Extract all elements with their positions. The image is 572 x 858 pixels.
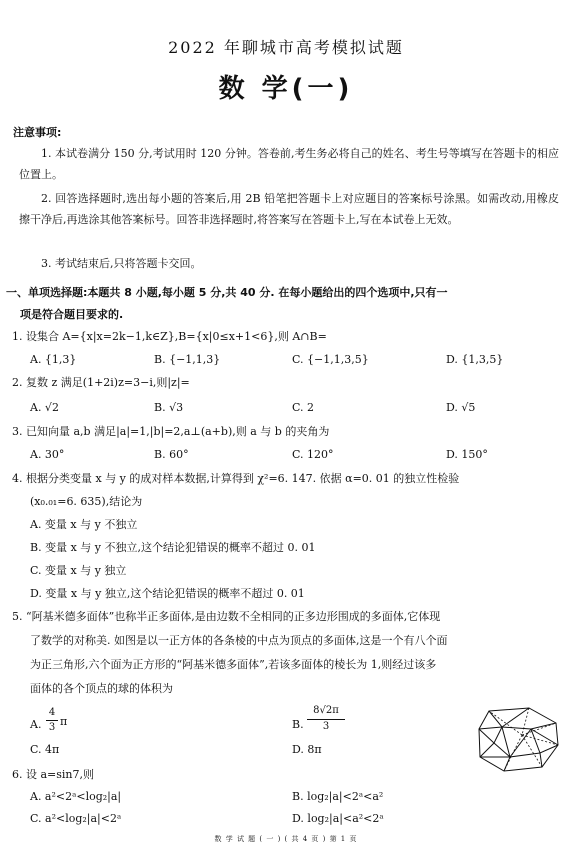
notice-item-1: 1. 本试卷满分 150 分,考试用时 120 分钟。答卷前,考生务必将自己的姓名、考生号等填写在答题卡的相应位置上。 (19, 147, 559, 181)
section-heading-line1: 一、单项选择题:本题共 8 小题,每小题 5 分,共 40 分. 在每小题给出的四个选项中,只有一 (6, 286, 448, 299)
q3-option-c: C. 120° (292, 448, 334, 461)
q5-option-a-numerator: 4 (48, 707, 56, 718)
q6-stem: 6. 设 a=sin7,则 (12, 768, 95, 781)
q3-stem: 3. 已知向量 a,b 满足|a|=1,|b|=2,a⊥(a+b),则 a 与 b 的夹角为 (12, 425, 330, 438)
q6-option-a: A. a²<2ᵃ<log₂|a| (30, 790, 122, 803)
q4-stem-line2: (x₀.₀₁=6. 635),结论为 (30, 495, 143, 508)
q5-option-c: C. 4π (30, 743, 60, 756)
q6-option-d: D. log₂|a|<a²<2ᵃ (292, 812, 384, 825)
q2-option-a: A. √2 (30, 401, 59, 414)
exam-title: 2022 年聊城市高考模拟试题 (168, 38, 404, 57)
page-footer: 数 学 试 题 ( 一 ) ( 共 4 页 ) 第 1 页 (214, 835, 358, 843)
q3-option-d: D. 150° (446, 448, 488, 461)
subject-title: 数 学(一) (218, 74, 354, 104)
q5-stem-line4: 面体的各个顶点的球的体积为 (30, 682, 173, 695)
q1-option-b: B. {−1,1,3} (154, 353, 221, 366)
q5-option-b-fraction-bar (307, 719, 345, 720)
q5-option-a-fraction-bar (46, 720, 58, 721)
cuboctahedron-figure (474, 705, 564, 775)
notice-item-2: 2. 回答选择题时,选出每小题的答案后,用 2B 铅笔把答题卡上对应题目的答案标号涂黑。如需改动,用橡皮擦干净后,再选涂其他答案标号。回答非选择题时,将答案写在答题卡上,写在本试卷上无效。 (19, 192, 559, 226)
q2-option-b: B. √3 (154, 401, 184, 414)
notice-item-3: 3. 考试结束后,只将答题卡交回。 (41, 257, 202, 270)
q5-stem-line1: 5. “阿基米德多面体”也称半正多面体,是由边数不全相同的正多边形围成的多面体,它体现 (12, 610, 441, 623)
q1-option-a: A. {1,3} (30, 353, 77, 366)
q4-option-a: A. 变量 x 与 y 不独立 (30, 518, 138, 531)
q2-stem: 2. 复数 z 满足(1+2i)z=3−i,则|z|= (12, 376, 190, 389)
q6-option-b: B. log₂|a|<2ᵃ<a² (292, 790, 384, 803)
q5-option-a-label: A. (30, 718, 42, 731)
notice-heading: 注意事项: (13, 126, 62, 139)
q5-option-b-label: B. (292, 718, 304, 731)
q5-option-a-denominator: 3 (48, 722, 56, 733)
section-heading-line2: 项是符合题目要求的. (20, 308, 124, 321)
q1-option-c: C. {−1,1,3,5} (292, 353, 369, 366)
q4-option-c: C. 变量 x 与 y 独立 (30, 564, 127, 577)
q5-option-b-denominator: 3 (322, 721, 330, 732)
q4-option-b: B. 变量 x 与 y 不独立,这个结论犯错误的概率不超过 0. 01 (30, 541, 316, 554)
q3-option-a: A. 30° (30, 448, 65, 461)
q5-stem-line3: 为正三角形,六个面为正方形的“阿基米德多面体”,若该多面体的棱长为 1,则经过该多 (30, 658, 437, 671)
q1-stem: 1. 设集合 A={x|x=2k−1,k∈Z},B={x|0≤x+1<6},则 A∩B= (12, 330, 327, 343)
q5-option-a-pi: π (60, 715, 68, 728)
q5-stem-line2: 了数学的对称美. 如图是以一正方体的各条棱的中点为顶点的多面体,这是一个有八个面 (30, 634, 448, 647)
q2-option-c: C. 2 (292, 401, 315, 414)
q3-option-b: B. 60° (154, 448, 189, 461)
q4-option-d: D. 变量 x 与 y 独立,这个结论犯错误的概率不超过 0. 01 (30, 587, 305, 600)
q6-option-c: C. a²<log₂|a|<2ᵃ (30, 812, 122, 825)
q5-option-d: D. 8π (292, 743, 322, 756)
q4-stem-line1: 4. 根据分类变量 x 与 y 的成对样本数据,计算得到 χ²=6. 147. 依据 α=0. 01 的独立性检验 (12, 472, 460, 485)
q1-option-d: D. {1,3,5} (446, 353, 504, 366)
q5-option-b-numerator: 8√2π (313, 705, 339, 716)
q2-option-d: D. √5 (446, 401, 476, 414)
